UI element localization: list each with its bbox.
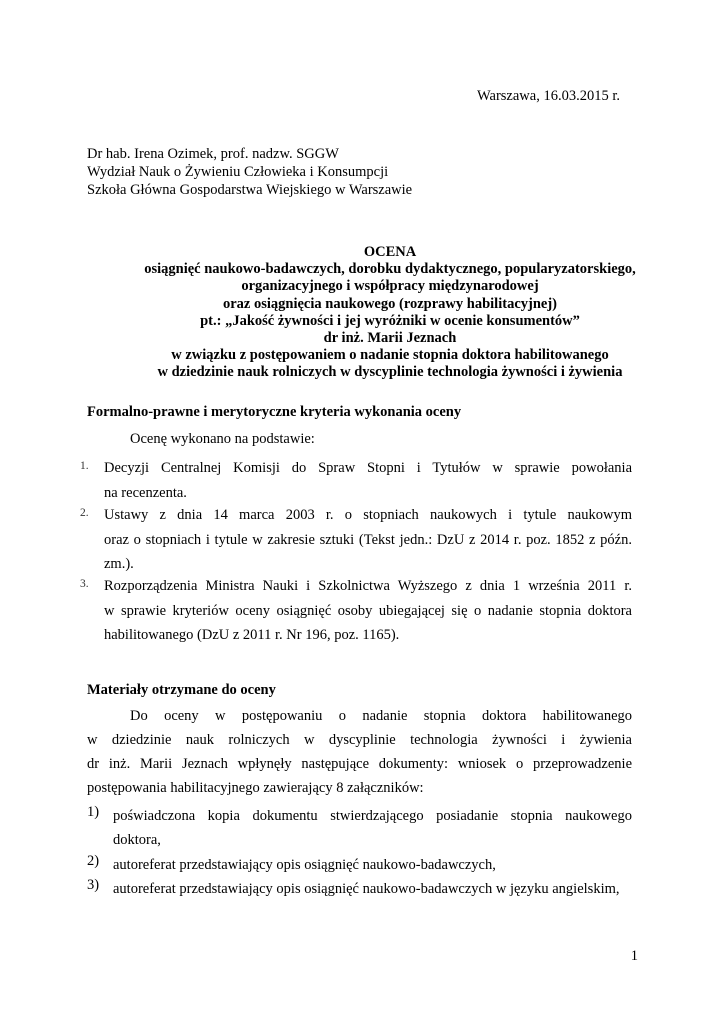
- list-number: 2): [87, 853, 100, 869]
- list-number: 3.: [80, 578, 89, 590]
- title-line: osiągnięć naukowo-badawczych, dorobku dydaktycznego, popularyzatorskiego,: [144, 261, 636, 278]
- list-number: 3): [87, 877, 100, 893]
- document-date: Warszawa, 16.03.2015 r.: [477, 88, 620, 104]
- text-line: w dziedzinie nauk rolniczych w dyscyplinie technologia żywności i żywienia: [87, 732, 632, 748]
- text-line: Rozporządzenia Ministra Nauki i Szkolnictwa Wyższego z dnia 1 września 2011 r.: [104, 578, 632, 594]
- text-line: autoreferat przedstawiający opis osiągnięć naukowo-badawczych,: [113, 857, 496, 873]
- list-number: 2.: [80, 507, 89, 519]
- section-heading-criteria: Formalno-prawne i merytoryczne kryteria wykonania oceny: [87, 404, 462, 420]
- text-line: zm.).: [104, 556, 134, 572]
- text-line: autoreferat przedstawiający opis osiągnięć naukowo-badawczych w języku angielskim,: [113, 881, 620, 897]
- text-line: na recenzenta.: [104, 484, 187, 501]
- section-heading-materials: Materiały otrzymane do oceny: [87, 682, 276, 698]
- recipient-name: Dr hab. Irena Ozimek, prof. nadzw. SGGW: [87, 146, 339, 162]
- recipient-university: Szkoła Główna Gospodarstwa Wiejskiego w Warszawie: [87, 182, 413, 198]
- recipient-faculty: Wydział Nauk o Żywieniu Człowieka i Konsumpcji: [87, 164, 389, 180]
- text-line: oraz o stopniach i tytule w zakresie sztuki (Tekst jedn.: DzU z 2014 r. poz. 1852 z późn.: [104, 531, 632, 548]
- list-text: [104, 456, 632, 505]
- text-line: habilitowanego (DzU z 2011 r. Nr 196, poz. 1165).: [104, 627, 400, 643]
- list-text: [104, 503, 632, 577]
- title-line: w dziedzinie nauk rolniczych w dyscyplinie technologia żywności i żywienia: [157, 364, 623, 381]
- title-line: oraz osiągnięcia naukowego (rozprawy habilitacyjnej): [222, 295, 557, 312]
- text-line: poświadczona kopia dokumentu stwierdzającego posiadanie stopnia naukowego: [113, 808, 632, 824]
- document-title: [60, 244, 720, 382]
- text-line: postępowania habilitacyjnego zawierający 8 załączników:: [87, 780, 424, 796]
- text-line: w sprawie kryteriów oceny osiągnięć osoby ubiegającej się o nadanie stopnia doktora: [104, 602, 632, 619]
- text-line: Do oceny w postępowaniu o nadanie stopnia doktora habilitowanego: [130, 708, 632, 724]
- page-number: 1: [630, 948, 638, 964]
- list-number: 1.: [80, 460, 89, 472]
- text-line: Decyzji Centralnej Komisji do Spraw Stopni i Tytułów w sprawie powołania: [104, 460, 632, 476]
- title-line: OCENA: [363, 244, 417, 260]
- recipient-address: [87, 145, 412, 199]
- materials-paragraph: [87, 708, 632, 804]
- text-line: Ustawy z dnia 14 marca 2003 r. o stopniach naukowych i tytule naukowym: [104, 507, 632, 523]
- list-text: [113, 804, 632, 852]
- title-line: pt.: „Jakość żywności i jej wyróżniki w ocenie konsumentów”: [200, 312, 580, 329]
- list-text: [113, 853, 632, 877]
- title-line: dr inż. Marii Jeznach: [323, 330, 457, 347]
- text-line: doktora,: [113, 832, 161, 848]
- list-text: [104, 574, 632, 648]
- title-line: w związku z postępowaniem o nadanie stopnia doktora habilitowanego: [171, 347, 609, 364]
- list-text: [113, 877, 632, 901]
- section-intro: Ocenę wykonano na podstawie:: [130, 431, 315, 447]
- title-line: organizacyjnego i współpracy międzynarodowej: [241, 278, 539, 295]
- list-number: 1): [87, 804, 100, 820]
- text-line: dr inż. Marii Jeznach wpłynęły następujące dokumenty: wniosek o przeprowadzenie: [87, 756, 632, 772]
